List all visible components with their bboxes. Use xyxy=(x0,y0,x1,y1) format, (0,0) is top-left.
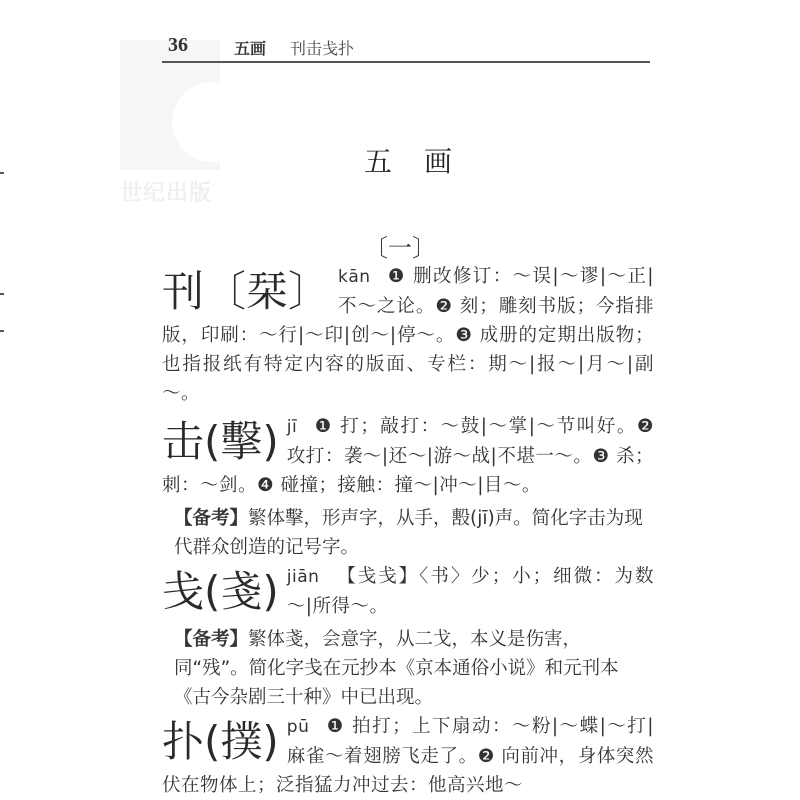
pinyin: kān xyxy=(338,267,371,287)
running-section-title: 五画 xyxy=(234,39,267,58)
entry-kan xyxy=(162,262,654,408)
entry-ji xyxy=(162,412,654,500)
publisher-watermark xyxy=(120,40,220,205)
watermark-text: 世纪出版 xyxy=(120,181,213,206)
definition: ❶ 删改修订：～误|～谬|～正|不～之论。❷ 刻；雕刻书版；今指排版，印刷：～行|～印|创～|停～。❸ 成册的定期出版物；也指报纸有特定内容的版面、专栏：期～|报～|月～|副～。 xyxy=(162,266,654,404)
dictionary-entries xyxy=(162,262,654,800)
margin-tick-mark xyxy=(0,330,4,332)
entry-jian xyxy=(162,562,654,621)
definition: ❶ 打；敲打：～鼓|～掌|～节叫好。❷ 攻打：袭～|还～|游～战|不堪一～。❸ 杀；刺：～剑。❹ 碰撞；接触：撞～|冲～|目～。 xyxy=(162,416,654,496)
definition: ❶ 拍打；上下扇动：～粉|～蝶|～打|麻雀～着翅膀飞走了。❷ 向前冲，身体突然伏在物体上；泛指猛力冲过去：他高兴地～ xyxy=(162,716,654,796)
headword: 扑(撲) xyxy=(162,717,279,766)
subsection-title: 〔一〕 xyxy=(364,234,436,262)
pinyin: pū xyxy=(286,717,310,737)
running-chars-index: 刊击戋扑 xyxy=(290,39,355,58)
note-jian xyxy=(162,625,654,712)
pinyin: jiān xyxy=(286,567,320,587)
page-number: 36 xyxy=(168,34,188,56)
definition: 【戋戋】〈书〉少；小；细微：为数～|所得～。 xyxy=(286,566,654,617)
headword: 击(擊) xyxy=(162,417,279,466)
pinyin: jī xyxy=(286,417,298,437)
note-label: 【备考】 xyxy=(174,508,249,529)
note-text: 繁体擊，形声字，从手，毄(jī)声。简化字击为现代群众创造的记号字。 xyxy=(174,508,643,558)
margin-tick-mark xyxy=(0,293,4,295)
entry-pu xyxy=(162,712,654,800)
header-rule xyxy=(162,61,650,63)
headword: 刊〔栞〕 xyxy=(162,267,331,316)
note-ji xyxy=(162,504,654,562)
note-label: 【备考】 xyxy=(174,629,249,650)
note-text: 繁体戔，会意字，从二戈，本义是伤害，同“残”。简化字戋在元抄本《京本通俗小说》和元刊本《古今杂剧三十种》中已出现。 xyxy=(174,629,619,708)
headword: 戋(戔) xyxy=(162,567,279,616)
running-header xyxy=(162,30,650,60)
section-title: 五画 xyxy=(363,145,484,178)
